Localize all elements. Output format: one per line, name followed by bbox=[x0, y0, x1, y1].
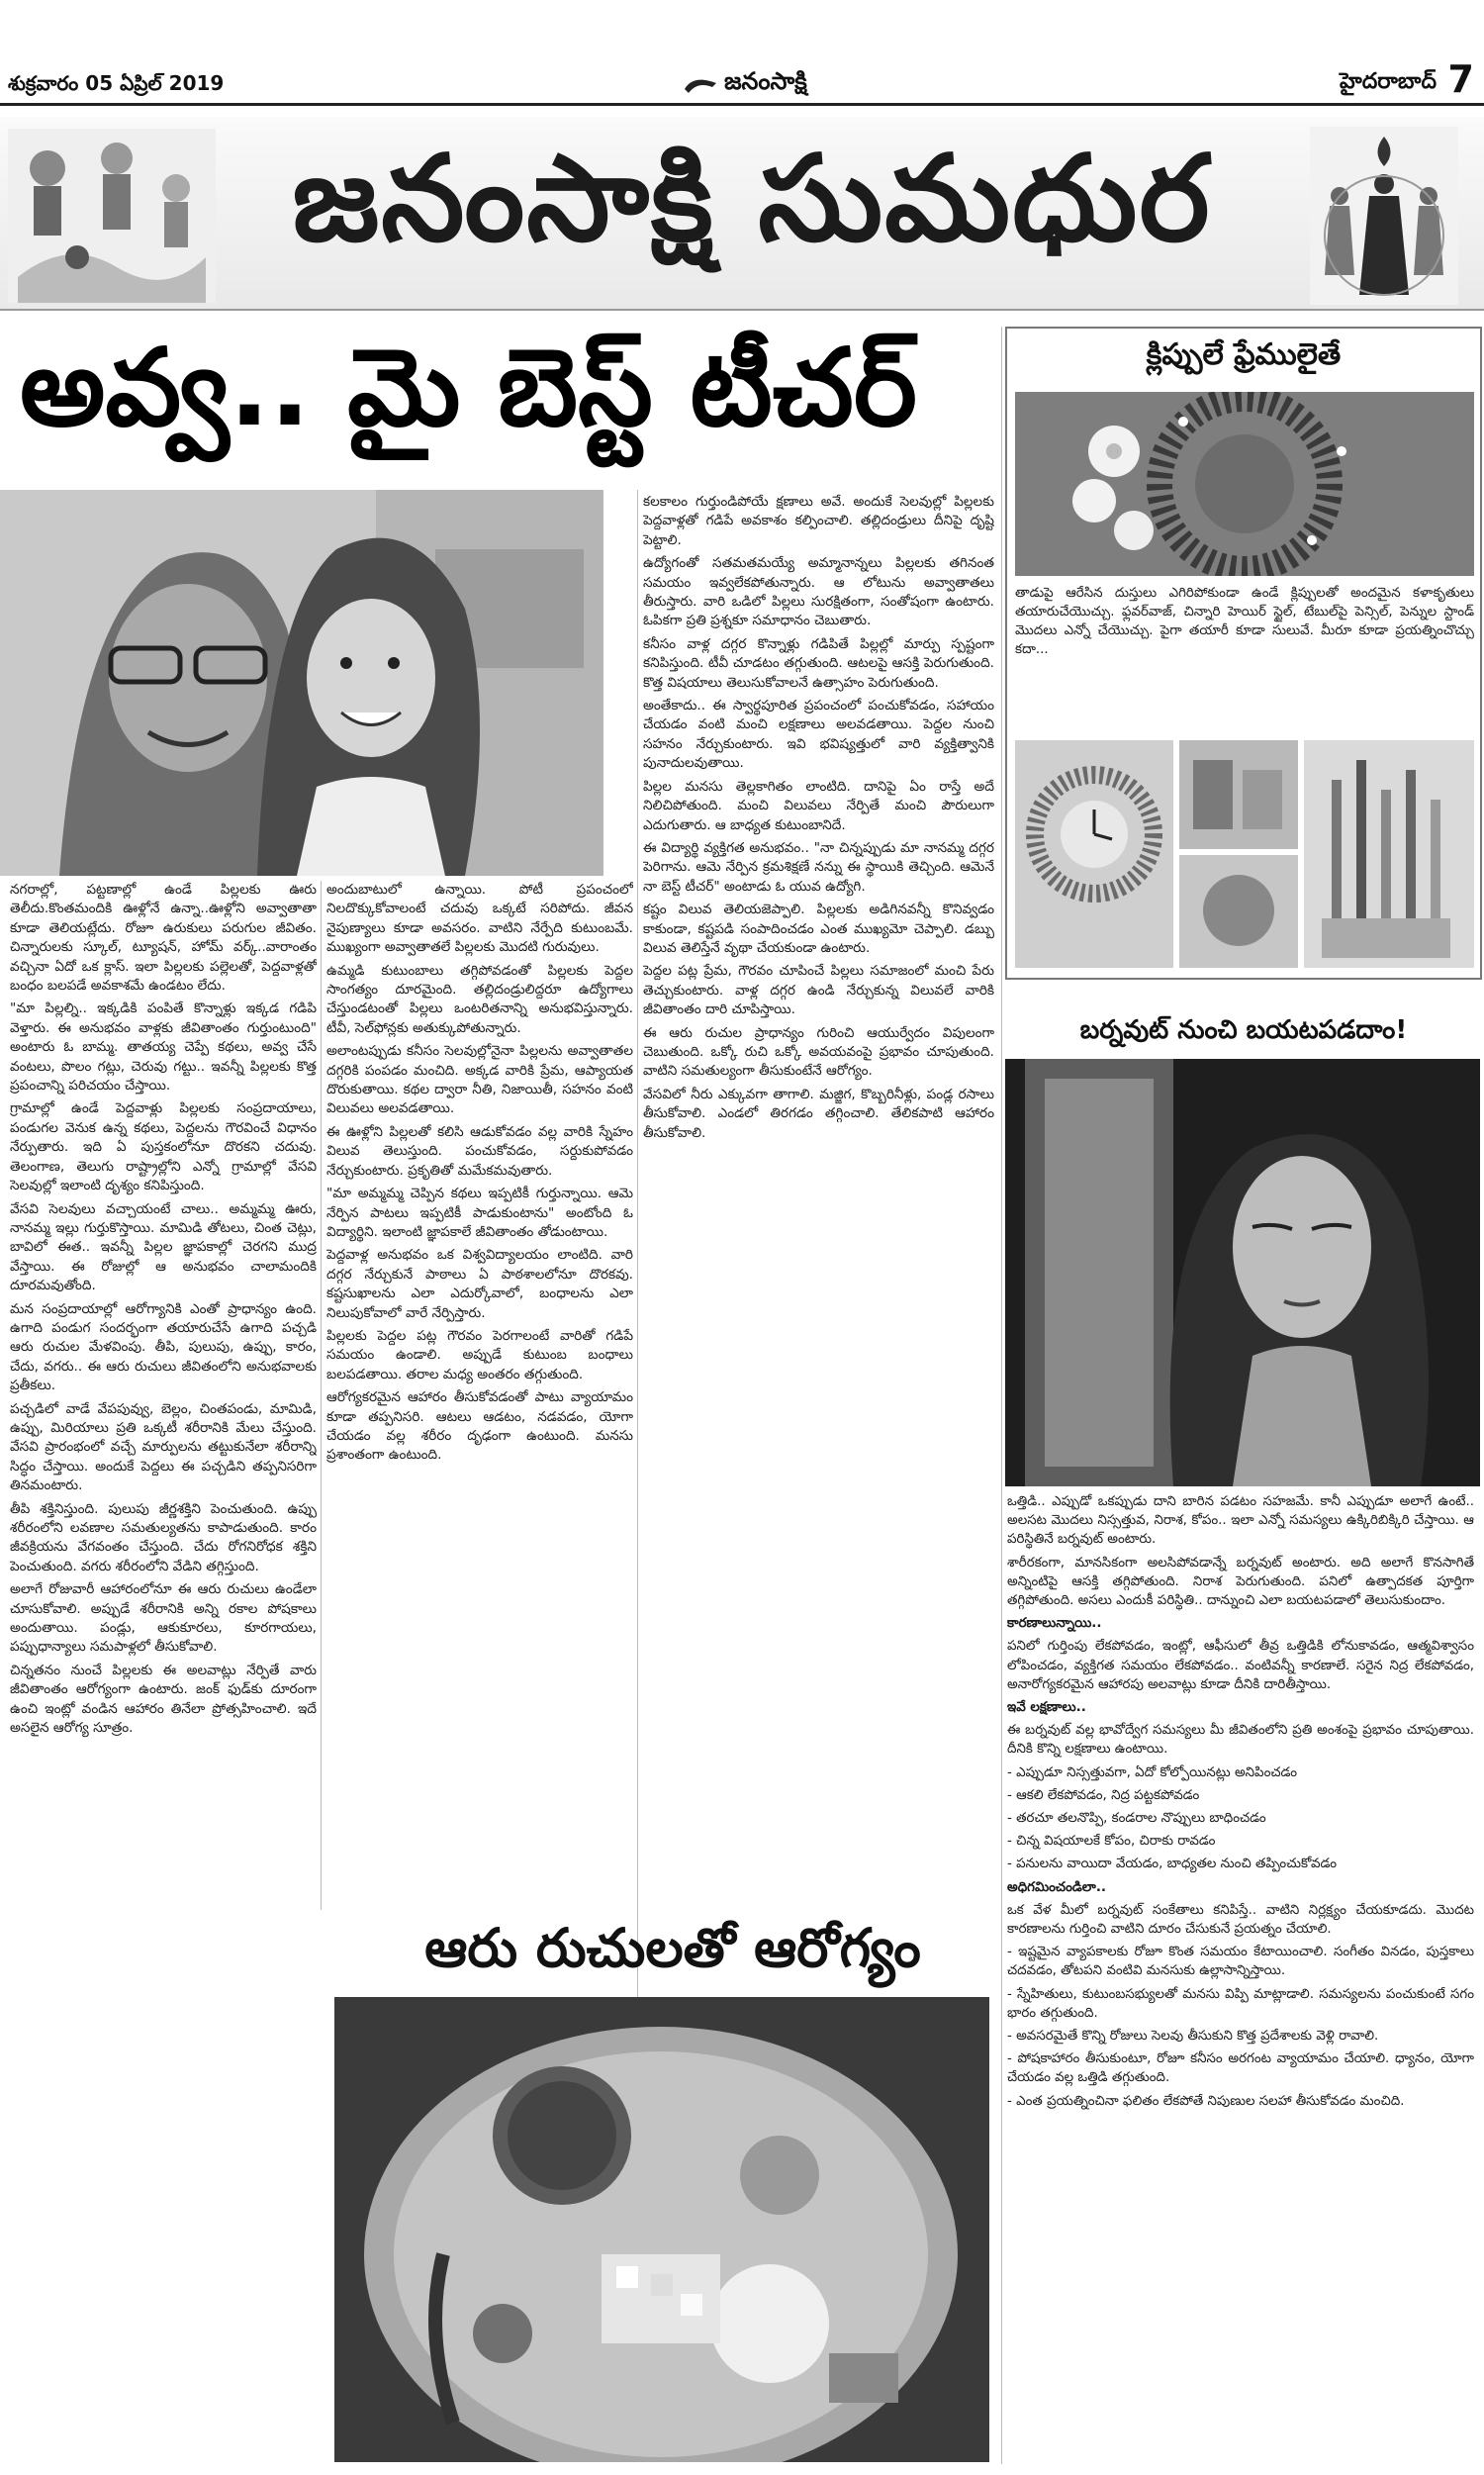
thoughtful-woman-photo bbox=[1005, 1059, 1480, 1486]
article-paragraph: అలాగే రోజువారీ ఆహారంలోనూ ఈ ఆరు రుచులు ఉండేలా చూసుకోవాలి. అప్పుడే శరీరానికి అన్ని రకాల పోషకాలు అందుతాయి. పండ్లు, ఆకుకూరలు, కూరగాయలు, పప్పుధాన్యాలు సమపాళ్లలో తీసుకోవాలి. bbox=[10, 1581, 317, 1656]
bullet-item: - తరచూ తలనొప్పి, కండరాల నొప్పులు బాధించడం bbox=[1007, 1811, 1266, 1827]
article-paragraph: కనీసం వాళ్ల దగ్గర కొన్నాళ్లు గడిపితే పిల్లల్లో మార్పు స్పష్టంగా కనిపిస్తుంది. టీవీ చూడటం తగ్గుతుంది. ఆటలపై ఆసక్తి పెరుగుతుంది. కొత్త విషయాలు తెలుసుకోవాలనే ఉత్సాహం పెరుగుతుంది. bbox=[643, 635, 994, 691]
article-column-3 bbox=[643, 493, 994, 1888]
article-paragraph: "మా పిల్లల్ని.. ఇక్కడికి పంపితే కొన్నాళ్లు ఇక్కడ గడిపి వెళ్తారు. ఈ అనుభవం వాళ్లకు జీవితాంతం గుర్తుంటుంది" అంటారు ఓ బామ్మ. తాతయ్య చెప్పే కథలు, అవ్వ చేసే వంటలు, పొలం గట్లు, చెరువు గట్టు.. ఇవన్నీ పిల్లలకు కొత్త ప్రపంచాన్ని పరిచయం చేస్తాయి. bbox=[10, 1000, 317, 1095]
bullet-item: - స్నేహితులు, కుటుంబసభ్యులతో మనసు విప్పి మాట్లాడాలి. సమస్యలను పంచుకుంటే సగం భారం తగ్గుతుంది. bbox=[1007, 1986, 1474, 2021]
six-tastes-plate-photo bbox=[334, 1997, 989, 2462]
grandmother-child-photo bbox=[0, 490, 603, 876]
article-paragraph: ఈ ఆరు రుచుల ప్రాధాన్యం గురించి ఆయుర్వేదం విపులంగా చెబుతుంది. ఒక్కో రుచి ఒక్కో అవయవంపై ప్రభావం చూపుతుంది. వాటిని సమతుల్యంగా తీసుకుంటేనే ఆరోగ్యం. bbox=[643, 1024, 994, 1080]
article-paragraph: ఈ బర్నవుట్ వల్ల భావోద్వేగ సమస్యలు మీ జీవితంలోని ప్రతి అంశంపై ప్రభావం చూపుతాయి. దీనికి కొన్ని లక్షణాలు ఉంటాయి. bbox=[1007, 1723, 1474, 1758]
article-paragraph: పెద్దల పట్ల ప్రేమ, గౌరవం చూపించే పిల్లలు సమాజంలో మంచి పేరు తెచ్చుకుంటారు. వాళ్ల దగ్గర ఉండి నేర్చుకున్న విలువలే వారికి జీవితాంతం దారి చూపిస్తాయి. bbox=[643, 963, 994, 1018]
article-paragraph: వేసవిలో నీరు ఎక్కువగా తాగాలి. మజ్జిగ, కొబ్బరినీళ్లు, పండ్ల రసాలు తీసుకోవాలి. ఎండలో తిరగడం తగ్గించాలి. తేలికపాటి ఆహారం తీసుకోవాలి. bbox=[643, 1086, 994, 1141]
section-title: జనంసాక్షి సుమధుర bbox=[292, 131, 1212, 268]
edition-city: హైదరాబాద్ bbox=[1340, 69, 1437, 94]
article-paragraph: అంతేకాదు.. ఈ స్వార్థపూరిత ప్రపంచంలో పంచుకోవడం, సహాయం చేయడం వంటి మంచి లక్షణాలు అలవడతాయి. పెద్దల నుంచి సహనం నేర్చుకుంటారు. ఇవి భవిష్యత్తులో వారి వ్యక్తిత్వానికి పునాదులవుతాయి. bbox=[643, 698, 994, 772]
section-banner bbox=[0, 117, 1484, 311]
clips-box-title: క్లిప్పులే ఫ్రేములైతే bbox=[1146, 337, 1342, 372]
clips-box-text bbox=[1015, 584, 1474, 732]
women-empowerment-illustration bbox=[1310, 127, 1458, 305]
article-paragraph: తీపి శక్తినిస్తుంది. పులుపు జీర్ణశక్తిని పెంచుతుంది. ఉప్పు శరీరంలోని లవణాల సమతుల్యతను కాపాడుతుంది. కారం జీవక్రియను వేగవంతం చేస్తుంది. చేదు రోగనిరోధక శక్తిని పెంచుతుంది. వగరు శరీరంలోని వేడిని తగ్గిస్తుంది. bbox=[10, 1500, 317, 1574]
column-divider bbox=[321, 881, 322, 1910]
bullet-item: - ఆకలి లేకపోవడం, నిద్ర పట్టకపోవడం bbox=[1007, 1787, 1200, 1803]
article-paragraph: కష్టం విలువ తెలియజెప్పాలి. పిల్లలకు అడిగినవన్నీ కొనివ్వడం కాకుండా, కష్టపడి సంపాదించడం ఎంత ముఖ్యమో చెప్పాలి. డబ్బు విలువ తెలిస్తేనే వృథా చేయకుండా ఉంటారు. bbox=[643, 902, 994, 956]
article-paragraph: ఉమ్మడి కుటుంబాలు తగ్గిపోవడంతో పిల్లలకు పెద్దల సాంగత్యం దూరమైంది. తల్లిదండ్రులిద్దరూ ఉద్యోగాలు చేస్తుండటంతో పిల్లలు ఒంటరితనాన్ని అనుభవిస్తున్నారు. టీవీ, సెల్‌ఫోన్లకు అతుక్కుపోతున్నారు. bbox=[326, 962, 633, 1036]
article-paragraph: పిల్లలకు పెద్దల పట్ల గౌరవం పెరగాలంటే వారితో గడిపే సమయం ఉండాలి. అప్పుడే కుటుంబ బంధాలు బలపడతాయి. తరాల మధ్య అంతరం తగ్గుతుంది. bbox=[326, 1327, 633, 1382]
bullet-item: - ఎప్పుడూ నిస్సత్తువగా, ఏదో కోల్పోయినట్లు అనిపించడం bbox=[1007, 1764, 1298, 1780]
article-paragraph: ఆరోగ్యకరమైన ఆహారం తీసుకోవడంతో పాటు వ్యాయామం కూడా తప్పనిసరి. ఆటలు ఆడటం, నడవడం, యోగా చేయడం వల్ల శరీరం దృఢంగా ఉంటుంది. మనసు ప్రశాంతంగా ఉంటుంది. bbox=[326, 1389, 633, 1464]
article-paragraph: అలాంటప్పుడు కనీసం సెలవుల్లోనైనా పిల్లలను అవ్వాతాతల దగ్గరికి పంపడం మంచిది. అక్కడ వారికి ప్రేమ, ఆప్యాయత దొరుకుతాయి. కథల ద్వారా నీతి, నిజాయితీ, సహనం వంటి విలువలు అలవడతాయి. bbox=[326, 1043, 633, 1117]
article-column-1 bbox=[10, 881, 317, 2464]
article-paragraph: ఉద్యోగంతో సతమతమయ్యే అమ్మానాన్నలు పిల్లలకు తగినంత సమయం ఇవ్వలేకపోతున్నారు. ఆ లోటును అవ్వాతాతలు తీరుస్తారు. వారి ఒడిలో పిల్లలు సురక్షితంగా, సంతోషంగా ఉంటారు. ఓపికగా ప్రతి ప్రశ్నకూ సమాధానం చెబుతారు. bbox=[643, 555, 994, 629]
masthead-logo-text: జనంసాక్షి bbox=[724, 67, 807, 95]
article-paragraph: కలకాలం గుర్తుండిపోయే క్షణాలు అవే. అందుకే సెలవుల్లో పిల్లలకు పెద్దవాళ్లతో గడిపే అవకాశం కల్పించాలి. తల్లిదండ్రులు దీనిపై దృష్టి పెట్టాలి. bbox=[643, 494, 994, 548]
header-divider bbox=[0, 103, 1484, 106]
article-paragraph: పిల్లల మనసు తెల్లకాగితం లాంటిది. దానిపై ఏం రాస్తే అదే నిలిచిపోతుంది. మంచి విలువలు నేర్పితే మంచి పౌరులుగా ఎదుగుతారు. ఆ బాధ్యత కుటుంబానిదే. bbox=[643, 778, 994, 833]
bullet-item: - ఇష్టమైన వ్యాపకాలకు రోజూ కొంత సమయం కేటాయించాలి. సంగీతం వినడం, పుస్తకాలు చదవడం, తోటపని వంటివి మనసుకు ఉల్లాసాన్నిస్తాయి. bbox=[1007, 1945, 1474, 1979]
article-paragraph: వేసవి సెలవులు వచ్చాయంటే చాలు.. అమ్మమ్మ ఊరు, నానమ్మ ఇల్లు గుర్తుకొస్తాయి. మామిడి తోటలు, చింత చెట్లు, బావిలో ఈత.. ఇవన్నీ పిల్లల జ్ఞాపకాల్లో చెరగని ముద్ర వేస్తాయి. ఈ రోజుల్లో ఆ అనుభవం చాలామందికి దూరమవుతోంది. bbox=[10, 1200, 317, 1294]
bullet-item: - చిన్న విషయాలకే కోపం, చిరాకు రావడం bbox=[1007, 1834, 1216, 1850]
burnout-headline: బర్నవుట్ నుంచి బయటపడదాం! bbox=[1079, 1015, 1408, 1045]
subheading: కారణాలున్నాయి.. bbox=[1007, 1616, 1102, 1632]
burnout-article-text bbox=[1007, 1492, 1474, 2468]
page-header bbox=[0, 0, 1484, 107]
subheading: ఇవే లక్షణాలు.. bbox=[1007, 1700, 1086, 1716]
bullet-item: - అవసరమైతే కొన్ని రోజులు సెలవు తీసుకుని కొత్త ప్రదేశాలకు వెళ్లి రావాలి. bbox=[1007, 2029, 1379, 2045]
six-tastes-headline: ఆరు రుచులతో ఆరోగ్యం bbox=[424, 1916, 921, 1979]
clips-description: తాడుపై ఆరేసిన దుస్తులు ఎగిరిపోకుండా ఉండే క్లిప్పులతో అందమైన కళాకృతులు తయారుచేయొచ్చు. ఫ్లవర్‌వాజ్, చిన్నారి హెయిర్ స్టైల్, టేబుల్‌పై పెన్సిల్, పెన్నుల స్టాండ్ మొదలు ఎన్నో చేయొచ్చు. పైగా తయారీ కూడా సులువే. మీరూ కూడా ప్రయత్నించొచ్చు కదా... bbox=[1015, 586, 1474, 657]
column-divider bbox=[1001, 327, 1002, 2464]
article-paragraph: చిన్నతనం నుంచే పిల్లలకు ఈ అలవాట్లు నేర్పితే వారు జీవితాంతం ఆరోగ్యంగా ఉంటారు. జంక్ ఫుడ్‌కు దూరంగా ఉంచి ఇంట్లో వండిన ఆహారం తినేలా ప్రోత్సహించాలి. ఇదే అసలైన ఆరోగ్య సూత్రం. bbox=[10, 1662, 317, 1737]
article-paragraph: పెద్దవాళ్ల అనుభవం ఒక విశ్వవిద్యాలయం లాంటిది. వారి దగ్గర నేర్చుకునే పాఠాలు ఏ పాఠశాలలోనూ దొరకవు. కష్టసుఖాలను ఎలా ఎదుర్కోవాలో, బంధాలను ఎలా నిలుపుకోవాలో వారే నేర్పిస్తారు. bbox=[326, 1247, 633, 1321]
masthead-logo bbox=[683, 67, 807, 101]
children-playing-illustration bbox=[8, 129, 216, 303]
article-column-2 bbox=[326, 881, 633, 1890]
article-paragraph: ఈ విద్యార్థి వ్యక్తిగత అనుభవం.. "నా చిన్నప్పుడు మా నానమ్మ దగ్గర పెరిగాను. ఆమె నేర్పిన క్రమశిక్షణే నన్ను ఈ స్థాయికి తెచ్చింది. ఆమెనే నా బెస్ట్ టీచర్" అంటాడు ఓ యువ ఉద్యోగి. bbox=[643, 839, 994, 895]
bullet-item: - ఎంత ప్రయత్నించినా ఫలితం లేకపోతే నిపుణుల సలహా తీసుకోవడం మంచిది. bbox=[1007, 2093, 1405, 2109]
bullet-item: - పనులను వాయిదా వేయడం, బాధ్యతల నుంచి తప్పించుకోవడం bbox=[1007, 1856, 1338, 1872]
clip-sunburst-frame-photo bbox=[1015, 392, 1474, 576]
logo-hand-icon bbox=[683, 73, 718, 95]
article-paragraph: ఒక వేళ మీలో బర్నవుట్ సంకేతాలు కనిపిస్తే.. వాటిని నిర్లక్ష్యం చేయకూడదు. మొదట కారణాలను గుర్తించి వాటిని దూరం చేసుకునే ప్రయత్నం చేయాలి. bbox=[1007, 1902, 1474, 1938]
article-paragraph: అందుబాటులో ఉన్నాయి. పోటీ ప్రపంచంలో నిలదొక్కుకోవాలంటే చదువు ఒక్కటే సరిపోదు. జీవన నైపుణ్యాలు కూడా అవసరం. వాటిని నేర్పేది కుటుంబమే. ముఖ్యంగా అవ్వాతాతలే పిల్లలకు మొదటి గురువులు. bbox=[326, 882, 633, 956]
article-paragraph: పనిలో గుర్తింపు లేకపోవడం, ఇంట్లో, ఆఫీసులో తీవ్ర ఒత్తిడికి లోనుకావడం, ఆత్మవిశ్వాసం లోపించడం, వ్యక్తిగత సమయం లేకపోవడం.. వంటివన్నీ కారణాలే. సరైన నిద్ర లేకపోవడం, అనారోగ్యకరమైన ఆహారపు అలవాట్లు కూడా దీనికి దారితీస్తాయి. bbox=[1007, 1639, 1474, 1692]
clip-craft-thumbnails bbox=[1015, 740, 1474, 968]
article-paragraph: గ్రామాల్లో ఉండే పెద్దవాళ్లు పిల్లలకు సంప్రదాయాలు, పండుగల వెనుక ఉన్న కథలు, పెద్దలను గౌరవించే విధానం నేర్పుతారు. ఇది ఏ పుస్తకంలోనూ దొరకని చదువు. తెలంగాణ, తెలుగు రాష్ట్రాల్లోని ఎన్నో గ్రామాల్లో వేసవి సెలవుల్లో ఇలాంటి దృశ్యం కనిపిస్తుంది. bbox=[10, 1100, 317, 1194]
article-paragraph: పచ్చడిలో వాడే వేపపువ్వు, బెల్లం, చింతపండు, మామిడి, ఉప్పు, మిరియాలు ప్రతి ఒక్కటీ శరీరానికి మేలు చేస్తుంది. వేసవి ప్రారంభంలో వచ్చే మార్పులను తట్టుకునేలా శరీరాన్ని సిద్ధం చేస్తాయి. అందుకే పెద్దలు ఈ పచ్చడిని తప్పనిసరిగా తినమంటారు. bbox=[10, 1400, 317, 1494]
issue-date: శుక్రవారం 05 ఏప్రిల్ 2019 bbox=[8, 71, 225, 95]
subheading: అధిగమించండిలా.. bbox=[1007, 1879, 1106, 1895]
page-number: 7 bbox=[1447, 57, 1474, 101]
main-headline: అవ్వ.. మై బెస్ట్ టీచర్ bbox=[20, 327, 917, 450]
article-paragraph: ఒత్తిడి.. ఎప్పుడో ఒకప్పుడు దాని బారిన పడటం సహజమే. కానీ ఎప్పుడూ అలాగే ఉంటే.. అలసట మొదలు నిస్సత్తువ, నిరాశ, కోపం.. ఇలా ఎన్నో సమస్యలు ఉక్కిరిబిక్కిరి చేస్తాయి. ఆ పరిస్థితినే బర్నవుట్ అంటారు. bbox=[1007, 1494, 1474, 1548]
article-paragraph: శారీరకంగా, మానసికంగా అలసిపోవడాన్నే బర్నవుట్ అంటారు. అది అలాగే కొనసాగితే అన్నింటిపై ఆసక్తి తగ్గిపోతుంది. నిరాశ పెరుగుతుంది. పనిలో ఉత్పాదకత పూర్తిగా తగ్గిపోతుంది. అసలు ఎందుకీ పరిస్థితి.. దాన్నుంచి ఎలా బయటపడాలో తెలుసుకుందాం. bbox=[1007, 1555, 1474, 1609]
article-paragraph: ఈ ఊళ్లోని పిల్లలతో కలిసి ఆడుకోవడం వల్ల వారికి స్నేహం విలువ తెలుస్తుంది. పంచుకోవడం, సర్దుకుపోవడం నేర్చుకుంటారు. ప్రకృతితో మమేకమవుతారు. bbox=[326, 1123, 633, 1179]
article-paragraph: "మా అమ్మమ్మ చెప్పిన కథలు ఇప్పటికీ గుర్తున్నాయి. ఆమె నేర్పిన పాటలు ఇప్పటికీ పాడుకుంటాను" అంటోంది ఓ విద్యార్థిని. ఇలాంటి జ్ఞాపకాలే జీవితాంతం తోడుంటాయి. bbox=[326, 1186, 633, 1240]
article-paragraph: నగరాల్లో, పట్టణాల్లో ఉండే పిల్లలకు ఊరు తెలీదు.కొంతమందికి ఊళ్లోనే ఉన్నా..ఊళ్లోని అవ్వాతాతా కూడా తెలియట్లేదు. రోజూ ఉరుకులు పరుగుల జీవితం. చిన్నారులకు స్కూల్, ట్యూషన్, హోమ్ వర్క్..వారాంతం వచ్చినా ఏదో ఒక క్లాస్. ఇలా పిల్లలకు పల్లెలతో, పెద్దవాళ్లతో బంధం బలపడే అవకాశమే ఉండటం లేదు. bbox=[10, 882, 317, 995]
article-paragraph: మన సంప్రదాయాల్లో ఆరోగ్యానికి ఎంతో ప్రాధాన్యం ఉంది. ఉగాది పండుగ సందర్భంగా తయారుచేసే ఉగాది పచ్చడి ఆరు రుచుల మేళవింపు. తీపి, పులుపు, ఉప్పు, కారం, చేదు, వగరు.. ఈ ఆరు రుచులు జీవితంలోని అనుభవాలకు ప్రతీకలు. bbox=[10, 1300, 317, 1394]
bullet-item: - పోషకాహారం తీసుకుంటూ, రోజూ కనీసం అరగంట వ్యాయామం చేయాలి. ధ్యానం, యోగా చేయడం వల్ల ఒత్తిడి తగ్గుతుంది. bbox=[1007, 2051, 1474, 2086]
